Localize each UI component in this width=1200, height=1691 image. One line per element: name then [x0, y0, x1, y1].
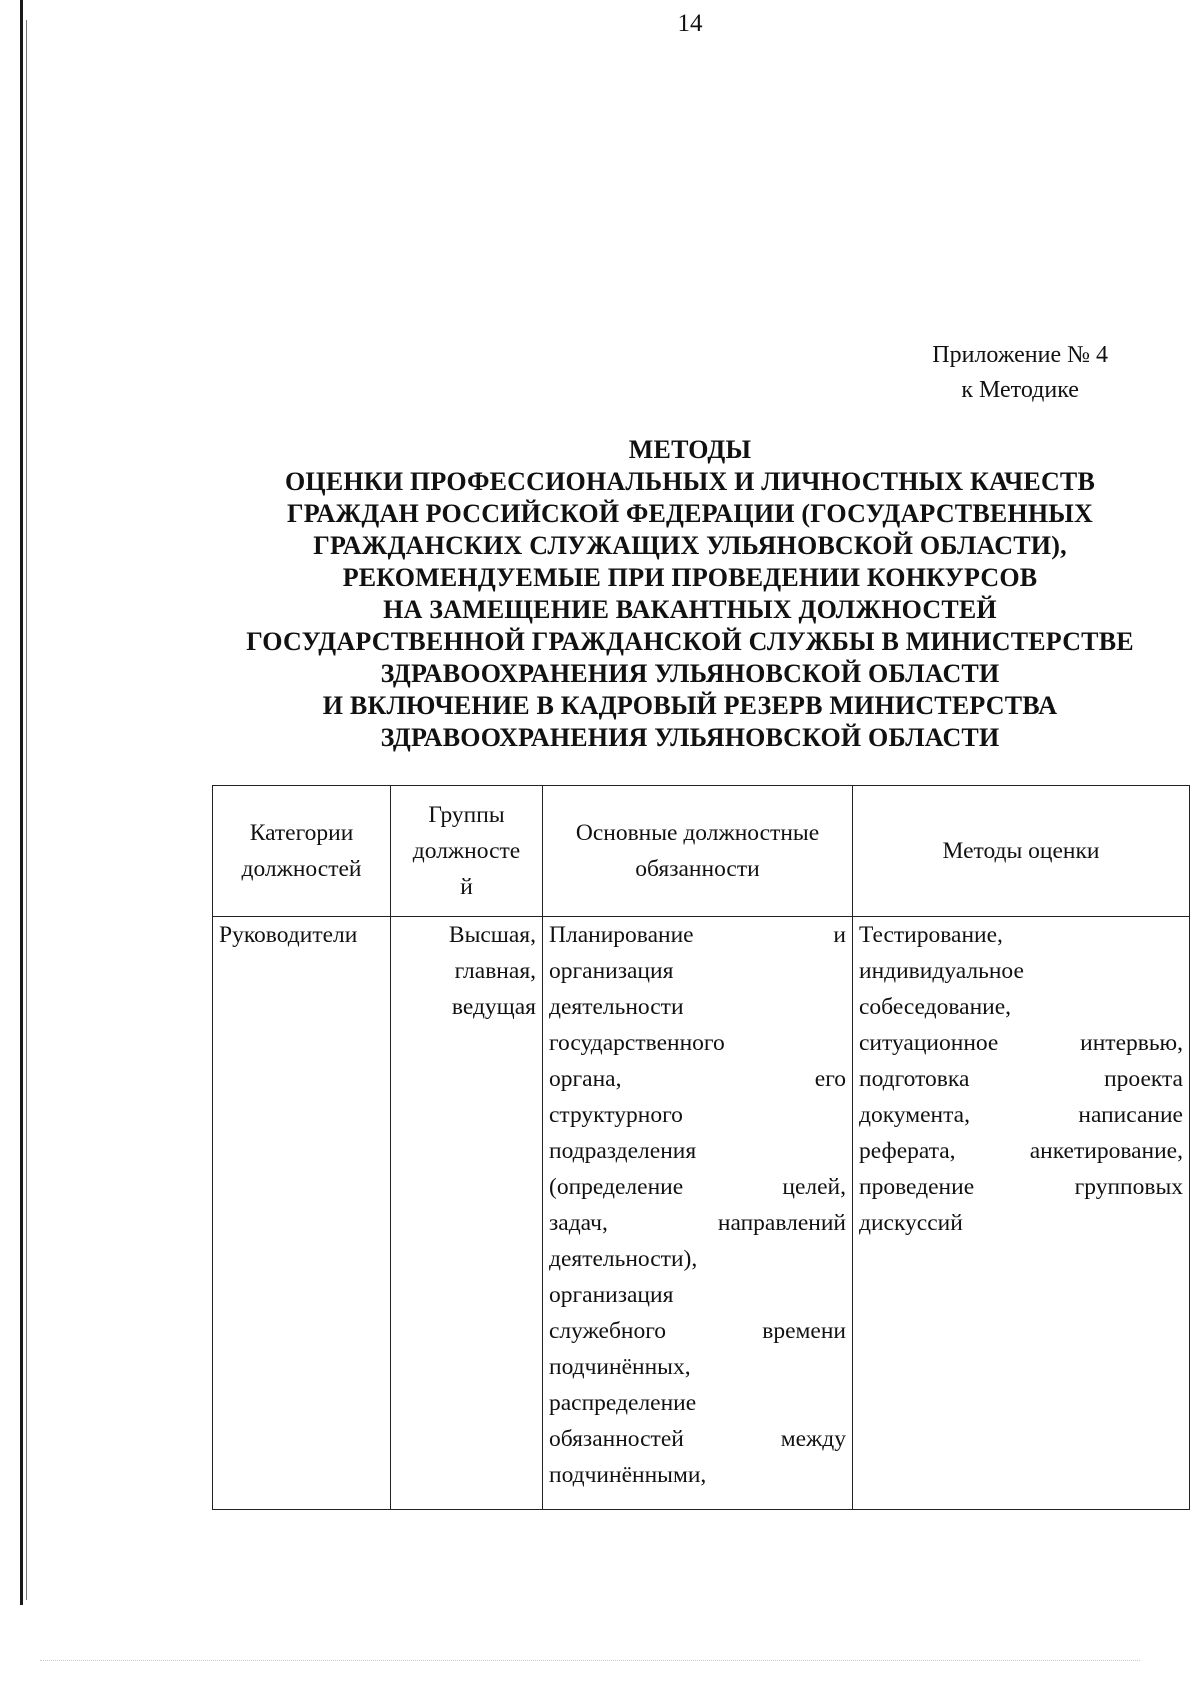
duties-line: задач, направлений [549, 1210, 846, 1236]
title-line: ГОСУДАРСТВЕННОЙ ГРАЖДАНСКОЙ СЛУЖБЫ В МИНИСТЕРСТВЕ [246, 627, 1134, 656]
header-text: должностей [241, 856, 362, 882]
duties-line: обязанностей между [549, 1426, 846, 1452]
duties-line: органа, его [549, 1066, 846, 1092]
title-line: МЕТОДЫ [628, 435, 752, 464]
title-line: И ВКЛЮЧЕНИЕ В КАДРОВЫЙ РЕЗЕРВ МИНИСТЕРСТВА [322, 691, 1058, 720]
header-groups [391, 786, 543, 917]
duties-line: государственного [549, 1030, 725, 1056]
methods-line: подготовка проекта [859, 1066, 1183, 1092]
methods-line: Тестирование, [859, 922, 1003, 948]
cell-groups [391, 917, 543, 1510]
table-row [213, 917, 1190, 1510]
appendix-reference [932, 338, 1108, 408]
title-line: ГРАЖДАНСКИХ СЛУЖАЩИХ УЛЬЯНОВСКОЙ ОБЛАСТИ), [313, 531, 1067, 560]
methods-line: индивидуальное [859, 958, 1024, 984]
cell-methods [853, 917, 1190, 1510]
cell-duties [543, 917, 853, 1510]
header-text: Основные должностные [575, 820, 820, 846]
methods-line: проведение групповых [859, 1174, 1183, 1200]
document-title [190, 434, 1190, 754]
title-line: ЗДРАВООХРАНЕНИЯ УЛЬЯНОВСКОЙ ОБЛАСТИ [380, 659, 1000, 688]
duties-line: деятельности), [549, 1246, 698, 1272]
scan-edge-mark-secondary [26, 20, 27, 1600]
title-line: НА ЗАМЕЩЕНИЕ ВАКАНТНЫХ ДОЛЖНОСТЕЙ [383, 595, 997, 624]
methods-line: ситуационное интервью, [859, 1030, 1183, 1056]
header-text: должносте [412, 838, 521, 864]
methods-line: документа, написание [859, 1102, 1183, 1128]
title-line: ЗДРАВООХРАНЕНИЯ УЛЬЯНОВСКОЙ ОБЛАСТИ [380, 723, 1000, 752]
methods-line: собеседование, [859, 994, 1012, 1020]
header-methods [853, 786, 1190, 917]
header-text: Методы оценки [942, 838, 1100, 864]
group-line: ведущая [451, 994, 536, 1020]
group-line: главная, [454, 958, 536, 984]
page-number: 14 [677, 10, 703, 37]
duties-line: организация [549, 958, 674, 984]
scan-edge-mark [20, 0, 23, 1605]
scan-noise-line [40, 1660, 1140, 1662]
duties-line: деятельности [549, 994, 684, 1020]
methods-table [212, 785, 1190, 1510]
title-line: ГРАЖДАН РОССИЙСКОЙ ФЕДЕРАЦИИ (ГОСУДАРСТВЕННЫХ [287, 499, 1093, 528]
title-line: ОЦЕНКИ ПРОФЕССИОНАЛЬНЫХ И ЛИЧНОСТНЫХ КАЧЕСТВ [284, 467, 1096, 496]
methods-line: дискуссий [859, 1210, 963, 1236]
methods-line: реферата, анкетирование, [859, 1138, 1183, 1164]
cell-category [213, 917, 391, 1510]
header-text: Категории [249, 820, 354, 846]
header-duties [543, 786, 853, 917]
duties-line: служебного времени [549, 1318, 846, 1344]
appendix-line-1: Приложение № 4 [932, 342, 1108, 368]
group-line: Высшая, [448, 922, 536, 948]
category-text: Руководители [219, 922, 358, 948]
duties-line: подчинёнными, [549, 1462, 707, 1488]
header-text: й [460, 874, 473, 900]
duties-line: распределение [549, 1390, 697, 1416]
table-header-row [213, 786, 1190, 917]
duties-line: Планирование и [549, 922, 846, 948]
header-text: Группы [428, 802, 505, 828]
duties-line: подразделения [549, 1138, 697, 1164]
header-categories [213, 786, 391, 917]
duties-line: (определение целей, [549, 1174, 846, 1200]
duties-line: подчинённых, [549, 1354, 691, 1380]
duties-line: организация [549, 1282, 674, 1308]
duties-line: структурного [549, 1102, 683, 1128]
appendix-line-2: к Методике [961, 377, 1079, 403]
header-text: обязанности [635, 856, 760, 882]
title-line: РЕКОМЕНДУЕМЫЕ ПРИ ПРОВЕДЕНИИ КОНКУРСОВ [342, 563, 1038, 592]
